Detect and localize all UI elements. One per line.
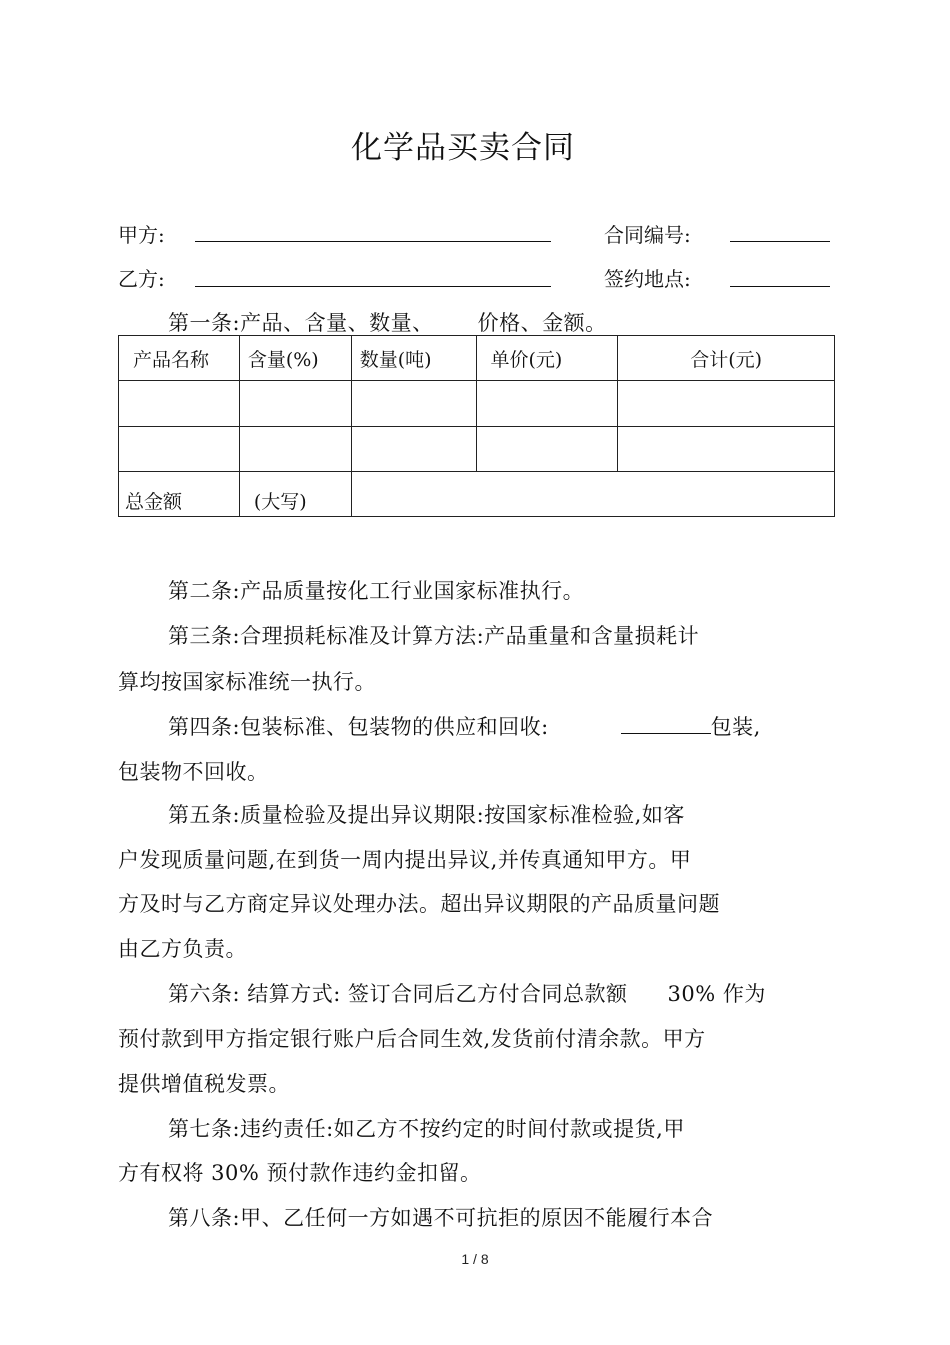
table-cell[interactable]: [351, 381, 476, 426]
article-7-line-2: 方有权将 30% 预付款作违约金扣留。: [118, 1161, 482, 1185]
table-row: [119, 426, 835, 471]
header-total: 合计(元): [618, 336, 835, 381]
article-7-line-1: 第七条:违约责任:如乙方不按约定的时间付款或提货,甲: [168, 1117, 685, 1141]
header-product-name: 产品名称: [119, 336, 240, 381]
table-row: [119, 381, 835, 426]
contract-title: 化学品买卖合同: [351, 130, 575, 166]
product-table: [118, 335, 835, 517]
article-6-line-1: [168, 978, 766, 1008]
table-cell[interactable]: [119, 426, 240, 471]
article-3-line-1: 第三条:合理损耗标准及计算方法:产品重量和含量损耗计: [168, 624, 700, 648]
article-4-line-2: 包装物不回收。: [118, 760, 269, 784]
article-5-line-2: 户发现质量问题,在到货一周内提出异议,并传真通知甲方。甲: [118, 848, 692, 872]
total-row: [119, 471, 835, 516]
table-cell[interactable]: [618, 426, 835, 471]
table-cell[interactable]: [351, 426, 476, 471]
header-content: 含量(%): [239, 336, 351, 381]
page-indicator: 1 / 8: [461, 1251, 489, 1267]
party-a-blank[interactable]: [195, 241, 551, 242]
table-cell[interactable]: [239, 381, 351, 426]
table-cell[interactable]: [239, 426, 351, 471]
article-6-text: 第六条: 结算方式: 签订合同后乙方付合同总款额: [168, 982, 628, 1006]
table-header-row: [119, 336, 835, 381]
article-2-line-1: 第二条:产品质量按化工行业国家标准执行。: [168, 579, 585, 603]
table-cell[interactable]: [119, 381, 240, 426]
article-5-line-1: 第五条:质量检验及提出异议期限:按国家标准检验,如客: [168, 803, 685, 827]
total-uppercase-label: (大写): [239, 471, 351, 516]
party-a-label: 甲方:: [118, 223, 165, 247]
header-unit-price: 单价(元): [476, 336, 618, 381]
contract-no-label: 合同编号:: [604, 223, 691, 247]
article-6-line-2: 预付款到甲方指定银行账户后合同生效,发货前付清余款。甲方: [118, 1027, 706, 1051]
party-b-blank[interactable]: [195, 286, 551, 287]
total-amount-value[interactable]: [351, 471, 834, 516]
article-1-heading-text: 第一条:产品、含量、数量、: [168, 311, 434, 335]
table-cell[interactable]: [618, 381, 835, 426]
table-cell[interactable]: [476, 381, 618, 426]
contract-no-blank[interactable]: [730, 241, 830, 242]
article-1-heading: [168, 307, 607, 337]
article-8-line-1: 第八条:甲、乙任何一方如遇不可抗拒的原因不能履行本合: [168, 1206, 714, 1230]
sign-place-blank[interactable]: [730, 286, 830, 287]
packaging-blank[interactable]: [621, 733, 711, 734]
article-3-line-2: 算均按国家标准统一执行。: [118, 670, 376, 694]
article-4-line-1: [168, 711, 761, 741]
article-4-tail: 包装,: [710, 715, 761, 739]
sign-place-label: 签约地点:: [604, 267, 691, 291]
total-amount-label: 总金额: [119, 471, 240, 516]
article-5-line-3: 方及时与乙方商定异议处理办法。超出异议期限的产品质量问题: [118, 892, 720, 916]
party-b-label: 乙方:: [118, 267, 165, 291]
article-1-heading-tail: 价格、金额。: [477, 311, 607, 335]
article-6-line-3: 提供增值税发票。: [118, 1072, 290, 1096]
article-4-text: 第四条:包装标准、包装物的供应和回收:: [168, 715, 549, 739]
header-quantity: 数量(吨): [351, 336, 476, 381]
article-6-tail: 30% 作为: [667, 982, 766, 1006]
table-cell[interactable]: [476, 426, 618, 471]
article-5-line-4: 由乙方负责。: [118, 937, 247, 961]
